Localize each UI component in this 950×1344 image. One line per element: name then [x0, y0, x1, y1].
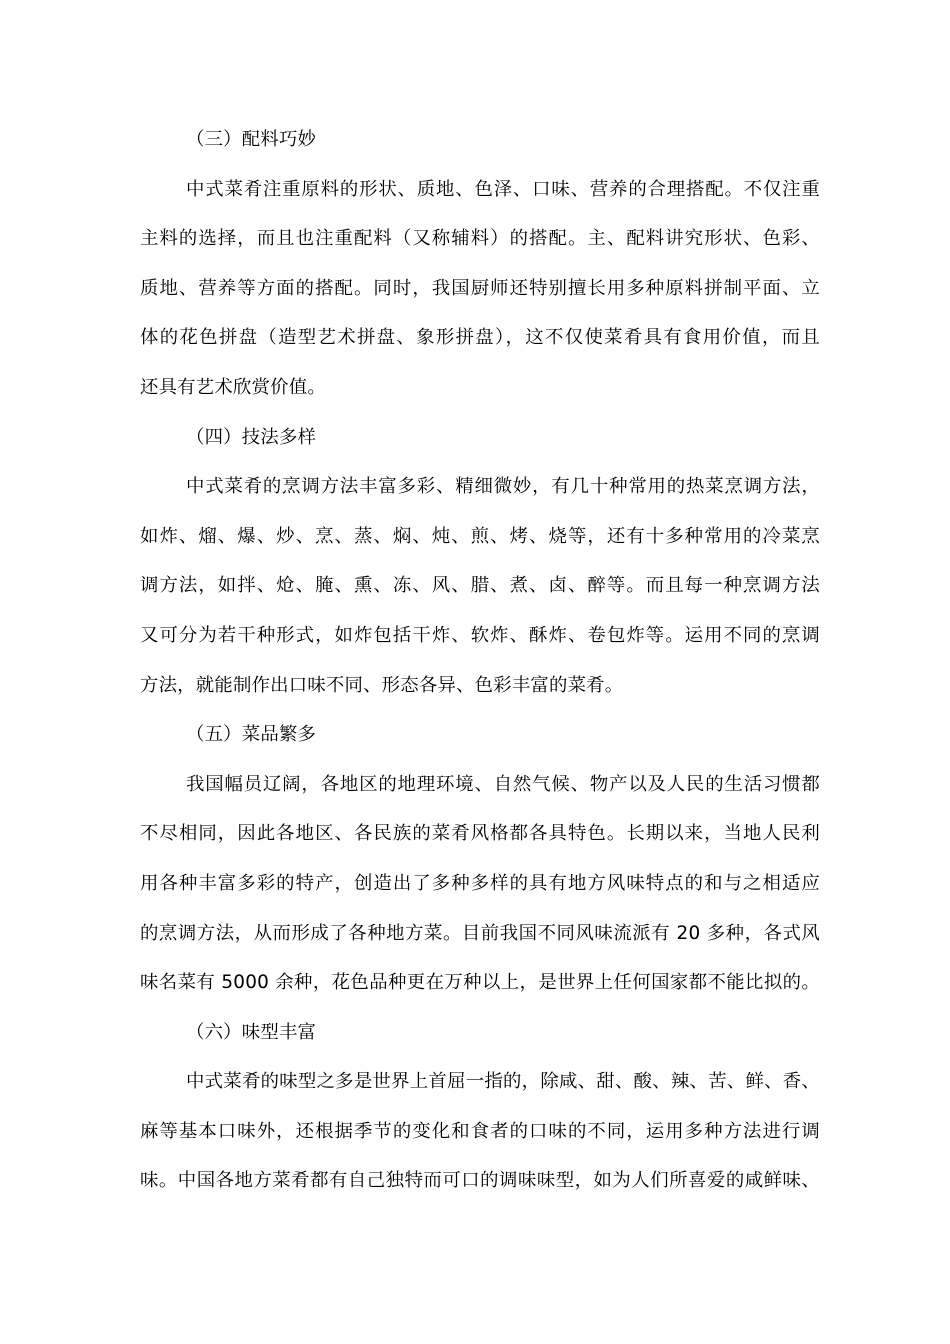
paragraph-line: 味。中国各地方菜肴都有自己独特而可口的调味味型，如为人们所喜爱的咸鲜味、	[140, 1170, 820, 1192]
paragraph-line: 还具有艺术欣赏价值。	[140, 376, 326, 398]
paragraph-line: 不尽相同，因此各地区、各民族的菜肴风格都各具特色。长期以来，当地人民利	[140, 823, 820, 845]
paragraph-line: 中式菜肴的味型之多是世界上首屈一指的，除咸、甜、酸、辣、苦、鲜、香、	[186, 1071, 820, 1093]
paragraph-line: 我国幅员辽阔，各地区的地理环境、自然气候、物产以及人民的生活习惯都	[186, 773, 820, 795]
paragraph-line: 如炸、熘、爆、炒、烹、蒸、焖、炖、煎、烤、烧等，还有十多种常用的冷菜烹	[140, 525, 820, 547]
paragraph-line: 方法，就能制作出口味不同、形态各异、色彩丰富的菜肴。	[140, 674, 624, 696]
section-heading: （六）味型丰富	[186, 1021, 317, 1043]
paragraph-line: 用各种丰富多彩的特产，创造出了多种多样的具有地方风味特点的和与之相适应	[140, 872, 820, 894]
paragraph-line: 调方法，如拌、炝、腌、熏、冻、风、腊、煮、卤、醉等。而且每一种烹调方法	[140, 575, 820, 597]
paragraph-line: 的烹调方法，从而形成了各种地方菜。目前我国不同风味流派有 20 多种，各式风	[140, 922, 820, 944]
paragraph-line: 体的花色拼盘（造型艺术拼盘、象形拼盘），这不仅使菜肴具有食用价值，而且	[140, 327, 820, 349]
paragraph-line: 质地、营养等方面的搭配。同时，我国厨师还特别擅长用多种原料拼制平面、立	[140, 277, 820, 299]
section-heading: （五）菜品繁多	[186, 724, 317, 746]
section-heading: （四）技法多样	[186, 426, 317, 448]
paragraph-line: 麻等基本口味外，还根据季节的变化和食者的口味的不同，运用多种方法进行调	[140, 1120, 820, 1142]
paragraph-line: 又可分为若干种形式，如炸包括干炸、软炸、酥炸、卷包炸等。运用不同的烹调	[140, 624, 820, 646]
document-page	[140, 115, 820, 1206]
section-heading: （三）配料巧妙	[186, 129, 317, 150]
paragraph-line: 中式菜肴的烹调方法丰富多彩、精细微妙，有几十种常用的热菜烹调方法，	[186, 476, 820, 498]
paragraph-line: 味名菜有 5000 余种，花色品种更在万种以上，是世界上任何国家都不能比拟的。	[140, 972, 820, 994]
paragraph-line: 主料的选择，而且也注重配料（又称辅料）的搭配。主、配料讲究形状、色彩、	[140, 228, 820, 250]
paragraph-line: 中式菜肴注重原料的形状、质地、色泽、口味、营养的合理搭配。不仅注重	[186, 178, 820, 200]
